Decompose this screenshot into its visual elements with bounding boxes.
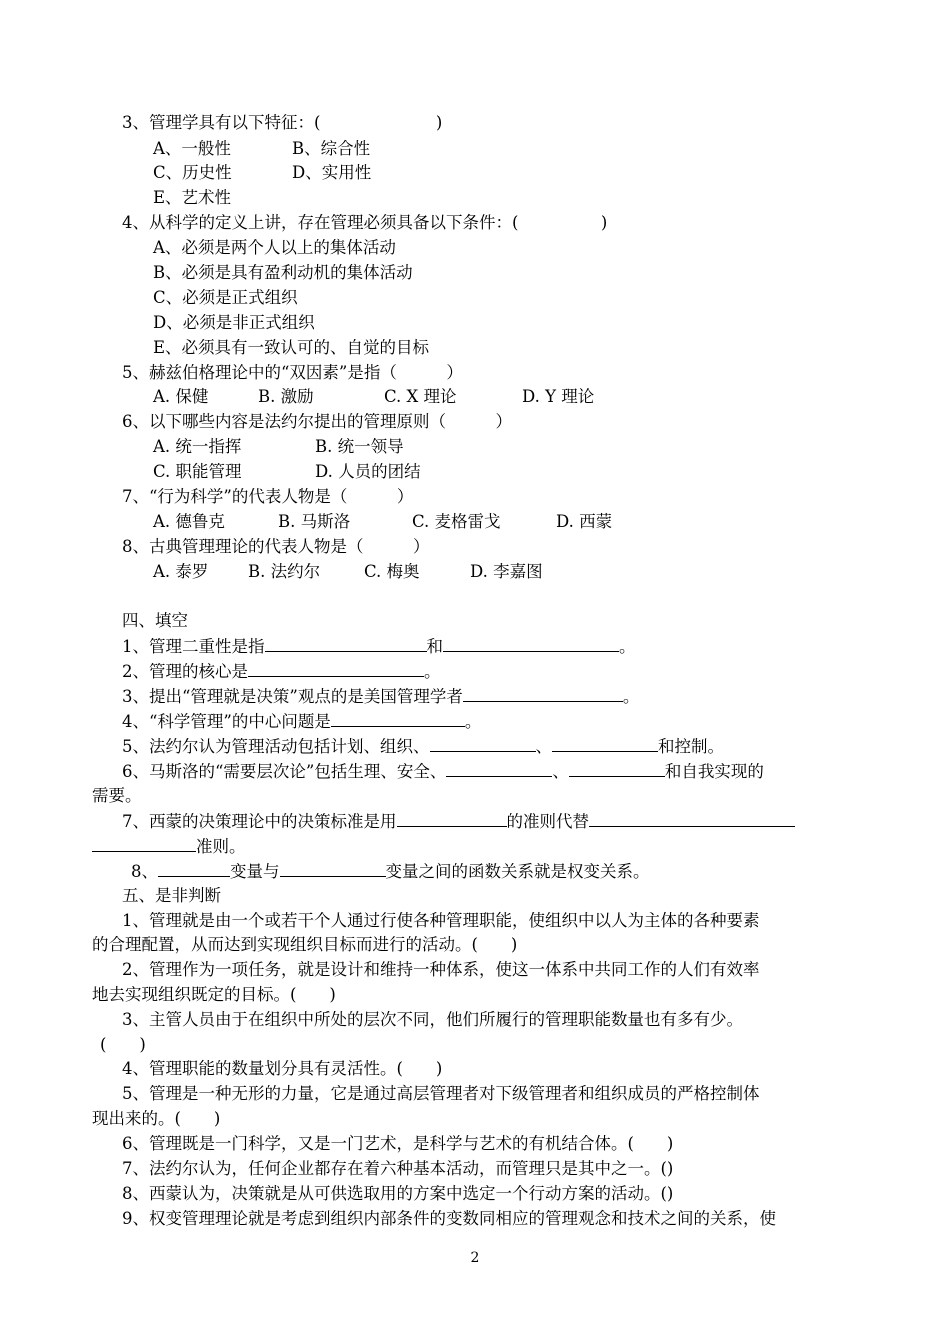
fill-item-5: 5、法约尔认为管理活动包括计划、组织、 、 和控制。 xyxy=(122,737,724,756)
judge-line: ( ) xyxy=(100,1035,146,1054)
option: D. 李嘉图 xyxy=(470,562,543,581)
fill-item-7: 7、西蒙的决策理论中的决策标准是用 的准则代替 xyxy=(122,810,795,833)
judge-line: 的合理配置，从而达到实现组织目标而进行的活动。( ) xyxy=(92,935,518,954)
question-7-stem: 7、“行为科学”的代表人物是（ ） xyxy=(122,487,414,506)
question-4-stem: 4、从科学的定义上讲，存在管理必须具备以下条件：( ) xyxy=(122,213,608,232)
fill-item-3: 3、提出“管理就是决策”观点的是美国管理学者 。 xyxy=(122,687,640,706)
option: C. 职能管理 xyxy=(153,462,242,481)
judge-line: 现出来的。( ) xyxy=(92,1109,221,1128)
option: A、一般性 xyxy=(153,139,231,158)
judge-line: 8、西蒙认为，决策就是从可供选取用的方案中选定一个行动方案的活动。() xyxy=(122,1184,674,1203)
question-3-stem: 3、管理学具有以下特征：( ) xyxy=(122,113,443,132)
fill-item-6-cont: 需要。 xyxy=(92,786,142,805)
fill-blank[interactable] xyxy=(463,685,623,702)
fill-blank[interactable] xyxy=(589,810,795,827)
fill-blank[interactable] xyxy=(430,735,536,752)
judge-line: 1、管理就是由一个或若干个人通过行使各种管理职能，使组织中以人为主体的各种要素 xyxy=(122,911,760,930)
fill-blank[interactable] xyxy=(443,635,619,652)
option: D、必须是非正式组织 xyxy=(153,313,315,332)
option: A. 统一指挥 xyxy=(153,437,242,456)
fill-item-4: 4、“科学管理”的中心问题是 。 xyxy=(122,712,482,731)
option: B、必须是具有盈利动机的集体活动 xyxy=(153,263,413,282)
question-6-stem: 6、以下哪些内容是法约尔提出的管理原则（ ） xyxy=(122,412,512,431)
judge-line: 4、管理职能的数量划分具有灵活性。( ) xyxy=(122,1059,443,1078)
option: D. 人员的团结 xyxy=(315,462,421,481)
option: B. 马斯洛 xyxy=(278,512,351,531)
judge-line: 5、管理是一种无形的力量，它是通过高层管理者对下级管理者和组织成员的严格控制体 xyxy=(122,1084,760,1103)
option: C. 梅奥 xyxy=(364,562,420,581)
option: C. 麦格雷戈 xyxy=(412,512,501,531)
fill-blank[interactable] xyxy=(552,735,658,752)
judge-line: 2、管理作为一项任务，就是设计和维持一种体系，使这一体系中共同工作的人们有效率 xyxy=(122,960,760,979)
question-5-stem: 5、赫兹伯格理论中的“双因素”是指（ ） xyxy=(122,363,463,382)
option: C、历史性 xyxy=(153,163,232,182)
fill-blank[interactable] xyxy=(569,760,665,777)
option: A、必须是两个人以上的集体活动 xyxy=(153,238,396,257)
fill-item-7-cont: 准则。 xyxy=(92,835,246,858)
option: C、必须是正式组织 xyxy=(153,288,298,307)
option: C. X 理论 xyxy=(384,387,457,406)
option: B. 法约尔 xyxy=(248,562,321,581)
judge-line: 7、法约尔认为，任何企业都存在着六种基本活动，而管理只是其中之一。() xyxy=(122,1159,674,1178)
option: A. 泰罗 xyxy=(153,562,209,581)
fill-blank[interactable] xyxy=(265,635,427,652)
option: A. 保健 xyxy=(153,387,209,406)
fill-blank[interactable] xyxy=(280,860,386,877)
option: E、必须具有一致认可的、自觉的目标 xyxy=(153,338,430,357)
option: D. Y 理论 xyxy=(522,387,595,406)
section-heading-fill: 四、填空 xyxy=(122,611,188,630)
fill-blank[interactable] xyxy=(248,660,424,677)
page-number: 2 xyxy=(470,1250,480,1266)
section-heading-judge: 五、是非判断 xyxy=(122,886,221,905)
fill-blank[interactable] xyxy=(158,860,230,877)
option: D. 西蒙 xyxy=(556,512,613,531)
option: B. 统一领导 xyxy=(315,437,404,456)
fill-item-6: 6、马斯洛的“需要层次论”包括生理、安全、 、 和自我实现的 xyxy=(122,762,764,781)
fill-blank[interactable] xyxy=(446,760,552,777)
fill-blank[interactable] xyxy=(92,835,196,852)
judge-line: 6、管理既是一门科学，又是一门艺术，是科学与艺术的有机结合体。( ) xyxy=(122,1134,674,1153)
fill-blank[interactable] xyxy=(397,810,507,827)
option: D、实用性 xyxy=(292,163,372,182)
judge-line: 9、权变管理理论就是考虑到组织内部条件的变数同相应的管理观念和技术之间的关系，使 xyxy=(122,1209,776,1228)
fill-item-1: 1、管理二重性是指 和 。 xyxy=(122,637,636,656)
judge-line: 地去实现组织既定的目标。( ) xyxy=(92,985,336,1004)
option: B、综合性 xyxy=(292,139,371,158)
question-8-stem: 8、古典管理理论的代表人物是（ ） xyxy=(122,537,430,556)
judge-line: 3、主管人员由于在组织中所处的层次不同，他们所履行的管理职能数量也有多有少。 xyxy=(122,1010,743,1029)
option: B. 激励 xyxy=(258,387,314,406)
option: E、艺术性 xyxy=(153,188,232,207)
fill-item-8: 8、 变量与 变量之间的函数关系就是权变关系。 xyxy=(131,862,650,881)
fill-item-2: 2、管理的核心是 。 xyxy=(122,662,441,681)
option: A. 德鲁克 xyxy=(153,512,225,531)
fill-blank[interactable] xyxy=(331,710,465,727)
